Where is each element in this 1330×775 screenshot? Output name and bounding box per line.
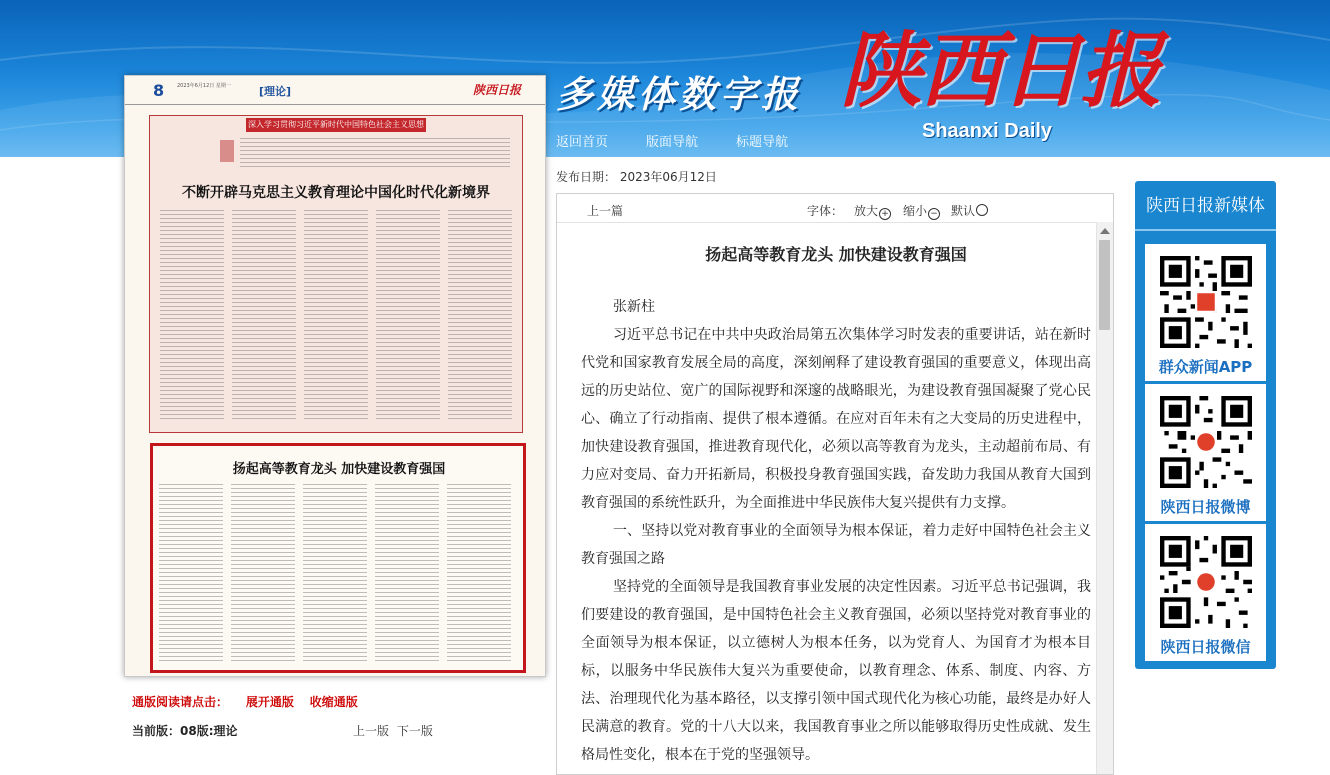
thumbnail-page-number: 8 xyxy=(153,81,165,100)
next-page-link[interactable]: 下一版 xyxy=(396,724,433,738)
scrollbar-thumb[interactable] xyxy=(1099,240,1110,330)
font-shrink-button[interactable] xyxy=(903,202,940,220)
qr-label-weibo: 陕西日报微博 xyxy=(1160,498,1251,516)
article-title: 扬起高等教育龙头 加快建设教育强国 xyxy=(705,245,967,264)
prev-page-link[interactable]: 上一版 xyxy=(353,724,390,738)
multimedia-title: 多媒体数字报 xyxy=(556,73,802,116)
qr-label-wechat: 陕西日报微信 xyxy=(1160,638,1251,656)
thumbnail-text-block xyxy=(159,484,223,662)
font-size-label: 字体： xyxy=(807,204,844,218)
article-author: 张新柱 xyxy=(613,299,655,315)
thumbnail-banner-top: 深入学习贯彻习近平新时代中国特色社会主义思想 xyxy=(246,118,426,132)
circle-icon xyxy=(976,204,988,216)
scroll-up-arrow-icon[interactable] xyxy=(1100,228,1110,234)
article-paragraph: 一、坚持以党对教育事业的全面领导为根本保证，着力走好中国特色社会主义教育强国之路 xyxy=(581,523,1091,567)
thumbnail-article-1[interactable] xyxy=(149,115,523,433)
article-paragraph: 习近平总书记在中共中央政治局第五次集体学习时发表的重要讲话，站在新时代党和国家教育发展全局的高度，深刻阐释了建设教育强国的重要意义，体现出高远的历史站位、宽广的国际视野和深邃的战略眼光，为建设教育强国凝聚了党心民心、确立了行动指南、提供了根本遵循。在应对百年未有之大变局的历史进程中，加快建设教育强国，推进教育现代化，必须以高等教育为龙头，主动超前布局、有力应对变局、奋力开拓新局，积极投身教育强国实践，奋发助力我国从教育大国到教育强国的系统性跃升，为全面推进中华民族伟大复兴提供有力支撑。 xyxy=(581,327,1091,511)
thumbnail-headline-1: 不断开辟马克思主义教育理论中国化时代化新境界 xyxy=(182,185,490,201)
page-pagination xyxy=(353,722,437,739)
font-enlarge-button[interactable] xyxy=(854,202,891,220)
thumbnail-article-2-selected[interactable] xyxy=(150,443,526,673)
thumbnail-date: 2023年6月12日 星期一 xyxy=(177,83,231,89)
qr-code-icon xyxy=(1160,256,1252,348)
thumbnail-text-block xyxy=(376,210,440,420)
qr-card-wechat[interactable] xyxy=(1145,524,1266,661)
nav-home-link[interactable]: 返回首页 xyxy=(556,135,609,150)
nav-title-nav-link[interactable]: 标题导航 xyxy=(736,135,789,150)
publish-date: 发布日期： 2023年06月12日 xyxy=(556,170,717,184)
thumbnail-text-block xyxy=(303,484,367,662)
header-nav xyxy=(556,131,826,150)
minus-circle-icon: − xyxy=(928,208,940,220)
thumbnail-text-block xyxy=(240,138,510,170)
qr-label-app: 群众新闻APP xyxy=(1158,358,1253,376)
article-scrollbar[interactable] xyxy=(1096,222,1113,774)
collapse-full-page-link[interactable]: 收缩通版 xyxy=(309,695,358,709)
thumbnail-text-block xyxy=(232,210,296,420)
newspaper-page-thumbnail[interactable] xyxy=(124,75,546,677)
article-toolbar xyxy=(557,194,1113,223)
full-page-read-label: 通版阅读请点击： xyxy=(132,695,229,709)
thumbnail-logo: 陕西日报 xyxy=(472,83,521,97)
qr-code-icon xyxy=(1160,536,1252,628)
qr-code-icon xyxy=(1160,396,1252,488)
article-paragraph: 坚持党的全面领导是我国教育事业发展的决定性因素。习近平总书记强调，我们要建设的教育强国，是中国特色社会主义教育强国，必须以坚持党对教育事业的全面领导为根本保证，以立德树人为根本任务，以为党育人、为国育才为根本目标，以服务中华民族伟大复兴为重要使命，以教育理念、体系、制度、内容、方法、治理现代化为基本路径，以支撑引领中国式现代化为核心功能，最终是办好人民满意的教育。党的十八大以来，我国教育事业之所以能够取得历史性成就、发生格局性变化，根本在于党的坚强领导。 xyxy=(581,579,1091,763)
thumbnail-text-block xyxy=(160,210,224,420)
site-logo-en: Shaanxi Daily xyxy=(922,120,1053,142)
qr-card-weibo[interactable] xyxy=(1145,384,1266,521)
qr-card-app[interactable] xyxy=(1145,244,1266,381)
plus-circle-icon: + xyxy=(879,208,891,220)
font-shrink-label: 缩小 xyxy=(903,204,928,218)
full-page-controls xyxy=(132,693,370,710)
thumbnail-text-block xyxy=(304,210,368,420)
prev-article-link[interactable]: 上一篇 xyxy=(587,204,624,218)
nav-page-nav-link[interactable]: 版面导航 xyxy=(646,135,699,150)
sidebar-title: 陕西日报新媒体 xyxy=(1135,181,1276,231)
new-media-sidebar xyxy=(1135,181,1276,669)
site-logo[interactable]: 陕西日报 xyxy=(840,23,1160,119)
article-content xyxy=(581,222,1091,774)
font-default-label: 默认 xyxy=(951,204,976,218)
thumbnail-mini-image xyxy=(220,140,234,162)
thumbnail-text-block xyxy=(375,484,439,662)
thumbnail-text-block xyxy=(448,210,512,420)
thumbnail-text-block xyxy=(231,484,295,662)
font-default-button[interactable] xyxy=(951,202,988,219)
thumbnail-headline-2: 扬起高等教育龙头 加快建设教育强国 xyxy=(232,462,446,477)
font-enlarge-label: 放大 xyxy=(854,204,879,218)
thumbnail-section: [理论] xyxy=(259,85,292,98)
expand-full-page-link[interactable]: 展开通版 xyxy=(245,695,294,709)
current-page-label: 当前版：08版:理论 xyxy=(132,724,238,738)
article-panel xyxy=(556,193,1114,775)
thumbnail-text-block xyxy=(447,484,511,662)
article-body xyxy=(581,293,1091,769)
thumbnail-masthead xyxy=(125,76,545,105)
